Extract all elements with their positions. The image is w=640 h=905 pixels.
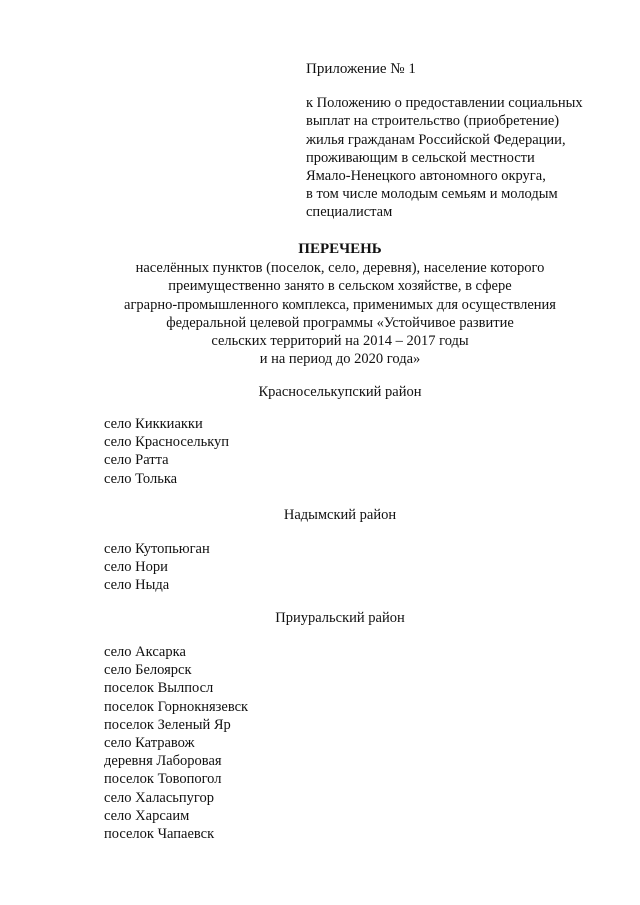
- appendix-line: Ямало-Ненецкого автономного округа,: [306, 168, 546, 185]
- list-item: поселок Вылпосл: [104, 680, 214, 697]
- title-block: [60, 240, 620, 368]
- list-item: село Ныда: [104, 577, 170, 594]
- settlement-list: [104, 540, 210, 595]
- subtitle-line: сельских территорий на 2014 – 2017 годы: [211, 333, 469, 350]
- appendix-header: [306, 60, 616, 222]
- subtitle-line: преимущественно занято в сельском хозяйстве, в сфере: [168, 278, 512, 295]
- list-item: село Харсаим: [104, 807, 190, 824]
- list-item: село Белоярск: [104, 662, 192, 679]
- list-item: село Толька: [104, 470, 178, 487]
- list-item: село Красноселькуп: [104, 434, 230, 451]
- document-title: ПЕРЕЧЕНЬ: [298, 241, 382, 257]
- appendix-line: проживающим в сельской местности: [306, 149, 535, 166]
- subtitle-line: аграрно-промышленного комплекса, применимых для осуществления: [124, 296, 556, 313]
- settlement-list: [104, 415, 229, 488]
- list-item: поселок Зеленый Яр: [104, 716, 231, 733]
- list-item: село Аксарка: [104, 644, 186, 660]
- list-item: село Ратта: [104, 452, 169, 469]
- appendix-line: выплат на строительство (приобретение): [306, 113, 560, 130]
- appendix-number: Приложение № 1: [306, 61, 416, 77]
- list-item: село Катравож: [104, 735, 195, 752]
- list-item: село Киккиакки: [104, 416, 203, 432]
- appendix-line: специалистам: [306, 204, 393, 221]
- list-item: поселок Чапаевск: [104, 826, 215, 843]
- list-item: село Халасьпугор: [104, 789, 215, 806]
- subtitle-line: и на период до 2020 года»: [259, 351, 421, 368]
- appendix-line: к Положению о предоставлении социальных: [306, 95, 583, 112]
- list-item: деревня Лаборовая: [104, 753, 222, 770]
- list-item: село Нори: [104, 559, 168, 576]
- district-heading: Надымский район: [283, 507, 397, 523]
- list-item: село Кутопьюган: [104, 541, 210, 557]
- subtitle-line: населённых пунктов (поселок, село, деревня), население которого: [135, 260, 545, 277]
- district-heading: Красноселькупский район: [258, 384, 422, 400]
- settlement-list: [104, 643, 248, 843]
- appendix-line: жилья гражданам Российской Федерации,: [306, 131, 566, 148]
- subtitle-line: федеральной целевой программы «Устойчивое развитие: [166, 314, 514, 331]
- appendix-line: в том числе молодым семьям и молодым: [306, 186, 558, 203]
- district-heading: Приуральский район: [275, 610, 405, 626]
- list-item: поселок Горнокнязевск: [104, 698, 249, 715]
- list-item: поселок Товопогол: [104, 771, 222, 788]
